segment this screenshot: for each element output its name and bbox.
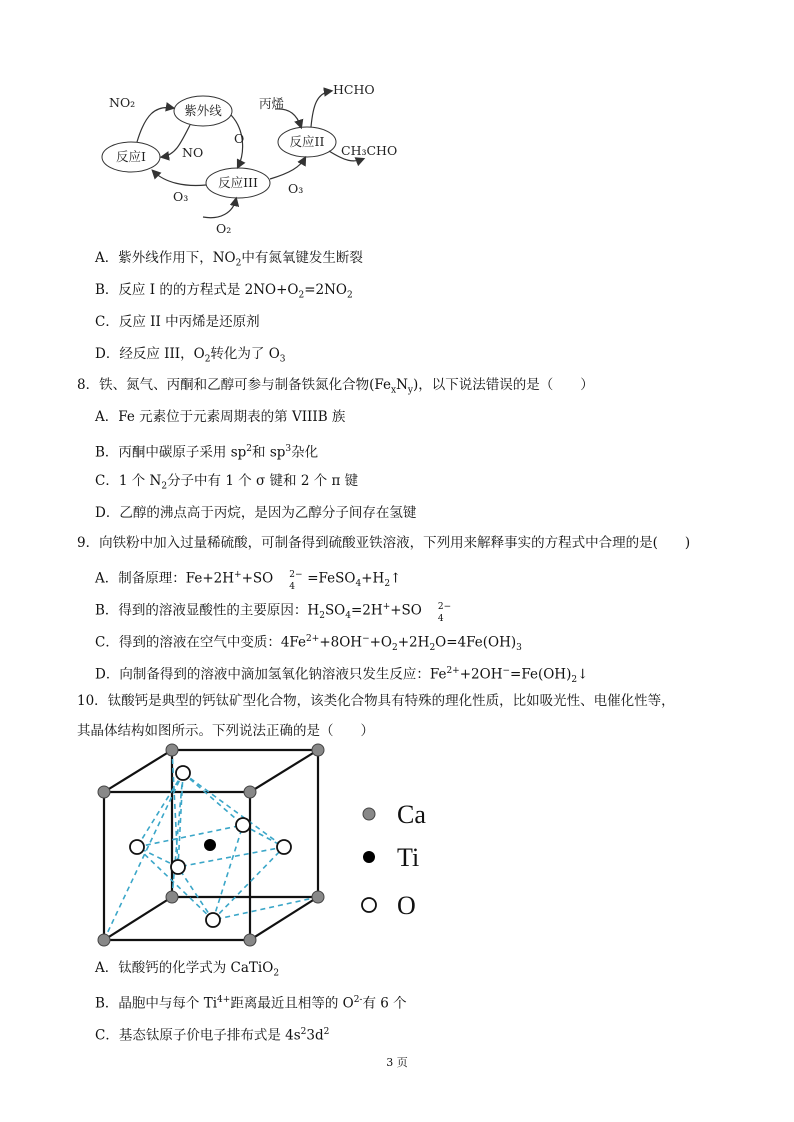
page-footer: 3 页 <box>386 1056 408 1069</box>
o-atom <box>277 840 291 854</box>
legend-o-marker <box>362 898 376 912</box>
label-hcho: HCHO <box>333 82 375 97</box>
label-o2: O₂ <box>216 221 232 236</box>
q7-option-b: B．反应 I 的的方程式是 $2NO+O_2=2NO_2$ <box>95 282 353 301</box>
node-r3-label: 反应III <box>218 175 258 190</box>
q8-option-c: C．1 个 $N_2$分子中有 1 个 σ 键和 2 个 π 键 <box>95 473 359 492</box>
q9-option-a: A．制备原理：Fe+2H++SO 2− 4 $=FeSO_4+H_2↑$ <box>95 570 402 592</box>
q8-option-d: D．乙醇的沸点高于丙烷，是因为乙醇分子间存在氢键 <box>95 505 417 521</box>
q10-option-c: C．基态钛原子价电子排布式是 $4s^23d^2$ <box>95 1027 330 1044</box>
ca-atom <box>244 934 256 946</box>
q8-stem: 8．铁、氮气、丙酮和乙醇可参与制备铁氮化合物$(Fe_xN_y)$，以下说法错误的是（ ） <box>77 377 594 396</box>
label-ch3cho: CH₃CHO <box>341 143 398 158</box>
ti-atom <box>204 839 216 851</box>
q9-stem: 9．向铁粉中加入过量稀硫酸，可制备得到硫酸亚铁溶液，下列用来解释事实的方程式中合理的是( ) <box>77 535 691 551</box>
o-atom <box>171 860 185 874</box>
ca-atom <box>244 786 256 798</box>
q7-option-d: D．经反应 III，$O_2$转化为了 $O_3$ <box>95 346 286 365</box>
legend-o-label: O <box>397 891 416 920</box>
q10-option-b: B．晶胞中与每个 $Ti^{4+}$距离最近且相等的 $O^{2-}$有 6 个 <box>95 995 407 1012</box>
o-atom <box>206 913 220 927</box>
node-r1-label: 反应I <box>116 149 146 164</box>
legend-ti-marker <box>363 851 375 863</box>
ca-atom <box>166 891 178 903</box>
arrow-propene-in <box>275 109 301 127</box>
q8-option-b: B．丙酮中碳原子采用 $sp^2$和 $sp^3$杂化 <box>95 444 319 461</box>
ca-atom <box>312 891 324 903</box>
node-r2-label: 反应II <box>289 134 325 149</box>
q9-option-b: B．得到的溶液显酸性的主要原因：$H_2SO_4=2H^++SO$ 2− 4 <box>95 602 452 624</box>
o-atom <box>130 840 144 854</box>
q7-option-a: A．紫外线作用下，$NO_2$中有氮氧键发生断裂 <box>95 250 363 269</box>
arrow-r3-to-r1 <box>153 171 206 185</box>
ca-atom <box>166 744 178 756</box>
legend-ti-label: Ti <box>397 843 420 872</box>
q10-option-a: A．钛酸钙的化学式为 CaTiO$_2$ <box>95 960 280 979</box>
node-uv-label: 紫外线 <box>184 103 222 118</box>
legend-ca-marker <box>363 808 375 820</box>
label-no: NO <box>182 145 204 160</box>
arrow-to-hcho <box>311 91 331 127</box>
q9-option-d: D．向制备得到的溶液中滴加氢氧化钠溶液只发生反应：$Fe^{2+}+2OH^-=Fe(OH)_2↓$ <box>95 666 589 686</box>
q10-stem-line1: 10．钛酸钙是典型的钙钛矿型化合物，该类化合物具有特殊的理化性质，比如吸光性、电催化性等， <box>77 693 675 709</box>
q8-option-a: A．Fe 元素位于元素周期表的第 VIIIB 族 <box>95 409 346 425</box>
reaction-cycle-diagram <box>95 75 425 240</box>
o-atom <box>176 766 190 780</box>
label-o3-right: O₃ <box>288 181 304 196</box>
label-no2: NO₂ <box>109 95 136 110</box>
label-o: O <box>234 131 245 146</box>
o-atom <box>236 818 250 832</box>
arrow-o2-in <box>203 199 236 218</box>
perovskite-unit-cell-diagram <box>88 742 438 952</box>
ca-atom <box>98 786 110 798</box>
q9-option-c: C．得到的溶液在空气中变质：$4Fe^{2+}+8OH^-+O_2+2H_2O=4Fe(OH)_3$ <box>95 634 522 654</box>
legend-ca-label: Ca <box>397 800 426 829</box>
q10-stem-line2: 其晶体结构如图所示。下列说法正确的是（ ） <box>77 723 374 739</box>
q7-option-c: C．反应 II 中丙烯是还原剂 <box>95 314 260 330</box>
ca-atom <box>98 934 110 946</box>
ca-atom <box>312 744 324 756</box>
arrow-r1-to-uv <box>137 107 173 142</box>
label-o3-left: O₃ <box>173 189 189 204</box>
arrow-r3-to-r2 <box>270 158 305 179</box>
label-propene: 丙烯 <box>259 96 285 111</box>
